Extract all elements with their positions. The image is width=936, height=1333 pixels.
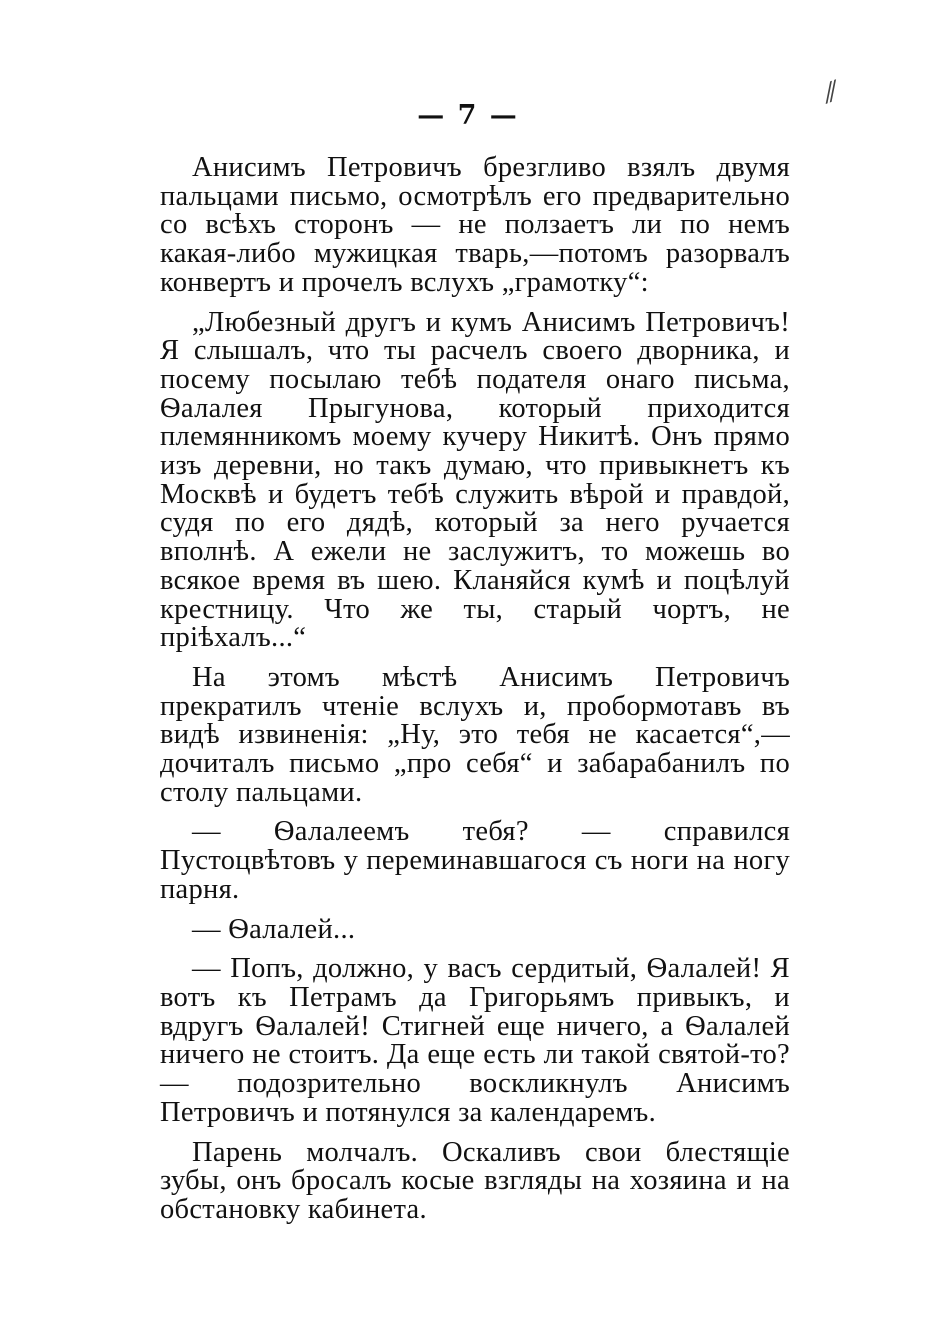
page-number: — 7 — [417, 100, 519, 131]
paragraph-5: — Ѳалалей... [192, 913, 356, 945]
paragraph-6: — Попъ, должно, у васъ сердитый, Ѳалалей! Я вотъ къ Петрамъ да Григорьямъ привыкъ, и вдругъ Ѳалалей! Стигней еще ничего, а Ѳалалей ничего не стоитъ. Да еще есть ли такой святой-то? — подозрительно воскликнулъ Анисимъ Петровичъ и потянулся за календаремъ. [160, 953, 790, 1128]
margin-pencil-mark: ⁄⁄ [822, 77, 841, 109]
paragraph-2: „Любезный другъ и кумъ Анисимъ Петровичъ! Я слышалъ, что ты расчелъ своего дворника, и посему посылаю тебѣ подателя онаго письма, Ѳалалея Прыгунова, который приходится племянникомъ моему кучеру Никитѣ. Онъ прямо изъ деревни, но такъ думаю, что привыкнетъ къ Москвѣ и будетъ тебѣ служить вѣрой и правдой, судя по его дядѣ, который за него ручается вполнѣ. А ежели не заслужитъ, то можешь во всякое время въ шею. Кланяйся кумѣ и поцѣлуй крестницу. Что же ты, старый чортъ, не прiѣхалъ...“ [160, 306, 790, 654]
paragraph-3: На этомъ мѣстѣ Анисимъ Петровичъ прекратилъ чтенiе вслухъ и, пробормотавъ въ видѣ извиненiя: „Ну, это тебя не касается“,—дочиталъ письмо „про себя“ и забарабанилъ по столу пальцами. [160, 661, 790, 808]
paragraph-1: Анисимъ Петровичъ брезгливо взялъ двумя пальцами письмо, осмотрѣлъ его предварительно со всѣхъ сторонъ — не ползаетъ ли по немъ какая-либо мужицкая тварь,—потомъ разорвалъ конвертъ и прочелъ вслухъ „грамотку“: [160, 152, 790, 298]
page-body [160, 154, 790, 1225]
paragraph-4: — Ѳалалеемъ тебя? — справился Пустоцвѣтовъ у переминавшагося съ ноги на ногу парня. [160, 816, 790, 905]
paragraph-7: Парень молчалъ. Оскаливъ свои блестящiе зубы, онъ бросалъ косые взгляды на хозяина и на обстановку кабинета. [160, 1136, 790, 1225]
